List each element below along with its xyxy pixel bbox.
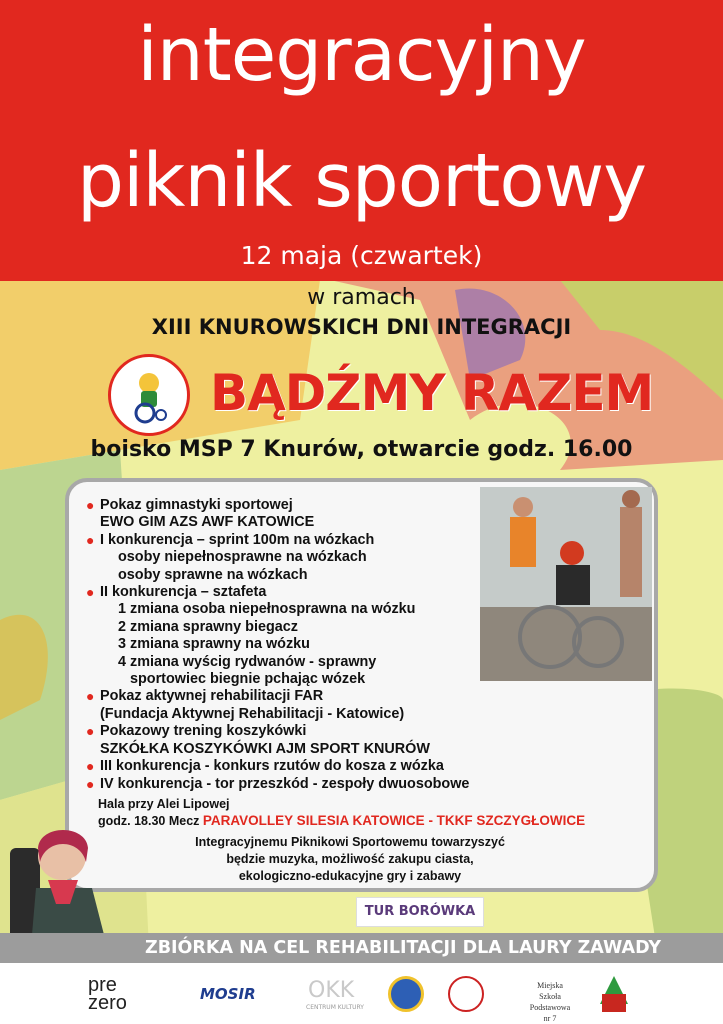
venue-and-time: boisko MSP 7 Knurów, otwarcie godz. 16.00 [90,437,633,462]
bullet-icon: ● [86,775,95,792]
event-date: 12 maja (czwartek) [240,241,483,270]
list-item: 2 zmiana sprawny biegacz [118,618,298,635]
tur-borowka-logo: TUR BORÓWKA [356,897,484,927]
tkkf-logo [592,974,636,1014]
bullet-icon: ● [86,688,95,705]
okk-logo: OKK [308,978,355,1003]
okk-subtitle: CENTRUM KULTURY [306,1004,364,1011]
round-seal-logo [448,976,484,1012]
list-item: ● I konkurencja – sprint 100m na wózkach [86,531,375,548]
event-series-title: XIII KNUROWSKICH DNI INTEGRACJI [151,315,572,339]
round-sponsor-logo [388,976,424,1012]
bullet-icon: ● [86,758,95,775]
list-item: ● II konkurencja – sztafeta [86,584,267,601]
list-item: (Fundacja Aktywnej Rehabilitacji - Katowice) [100,705,405,722]
title-line-2: piknik sportowy [76,138,647,224]
list-item: osoby niepełnosprawne na wózkach [118,549,367,566]
list-item: ● Pokaz gimnastyki sportowej [86,497,293,513]
brand-headline: BĄDŹMY RAZEM [210,364,654,422]
list-item: 3 zmiana sprawny na wózku [118,636,310,653]
program-list [84,497,544,793]
hall-location: Hala przy Alei Lipowej [98,797,230,811]
extras-text: Integracyjnemu Piknikowi Sportowemu towarzyszyć będzie muzyka, możliwość zakupu ciasta, ekologiczno-edukacyjne gry i zabawy [195,835,505,883]
fundraising-text: ZBIÓRKA NA CEL REHABILITACJI DLA LAURY ZAWADY [145,938,662,958]
list-item: sportowiec biegnie pchając wózek [130,671,366,688]
bullet-icon: ● [86,584,95,601]
wheelchair-mascot-icon [111,357,187,433]
list-item: osoby sprawne na wózkach [118,566,308,583]
mosir-logo: MOSIR [200,985,256,1003]
bullet-icon: ● [86,531,95,548]
list-item: ● Pokaz aktywnej rehabilitacji FAR [86,688,324,705]
school-logo: Miejska Szkoła Podstawowa nr 7 [529,981,571,1023]
list-item: 1 zmiana osoba niepełnosprawna na wózku [118,601,416,618]
bullet-icon: ● [86,497,95,513]
prezero-logo: pre zero [88,974,127,1014]
match-teams: PARAVOLLEY SILESIA KATOWICE - TKKF SZCZYGŁOWICE [202,813,586,828]
bullet-icon: ● [86,723,95,740]
badzmy-razem-logo [108,354,190,436]
list-item: SZKÓŁKA KOSZYKÓWKI AJM SPORT KNURÓW [100,740,430,757]
match-time: godz. 18.30 Mecz [98,814,200,828]
list-item: 4 zmiana wyścig rydwanów - sprawny [118,653,377,670]
list-item: ● IV konkurencja - tor przeszkód - zespoły dwuosobowe [86,775,470,792]
list-item: EWO GIM AZS AWF KATOWICE [100,514,315,531]
list-item: ● III konkurencja - konkurs rzutów do kosza z wózka [86,758,444,775]
in-frame-of-label: w ramach [307,285,416,310]
title-line-1: integracyjny [137,12,586,98]
match-line [98,813,585,828]
list-item: ● Pokazowy trening koszykówki [86,723,307,740]
